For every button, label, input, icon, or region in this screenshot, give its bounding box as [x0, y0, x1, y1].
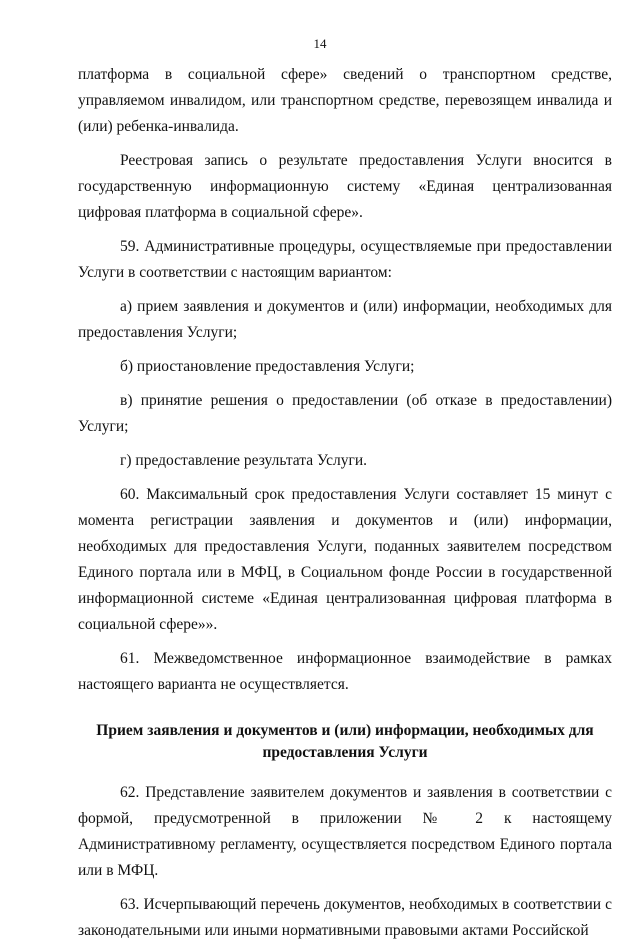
page-content	[78, 62, 612, 952]
paragraph-59: 59. Административные процедуры, осуществляемые при предоставлении Услуги в соответствии с настоящим вариантом:	[78, 238, 612, 281]
page-number: 14	[313, 36, 327, 51]
list-item-a: а) прием заявления и документов и (или) информации, необходимых для предоставления Услуги;	[78, 298, 612, 341]
paragraph-registry-entry: Реестровая запись о результате предоставления Услуги вносится в государственную информационную систему «Единая централизованная цифровая платформа в социальной сфере».	[78, 152, 612, 221]
list-item-v: в) принятие решения о предоставлении (об отказе в предоставлении) Услуги;	[78, 392, 612, 435]
section-heading	[78, 720, 612, 764]
section-heading-line-2: предоставления Услуги	[262, 744, 428, 761]
list-item-b: б) приостановление предоставления Услуги;	[120, 358, 415, 375]
paragraph-61: 61. Межведомственное информационное взаимодействие в рамках настоящего варианта не осуществляется.	[78, 650, 612, 693]
paragraph-60: 60. Максимальный срок предоставления Услуги составляет 15 минут с момента регистрации заявления и документов и (или) информации, необходимых для предоставления Услуги, поданных заявителем посредством Единого портала или в МФЦ, в Социальном фонде России в государственной информационной системе «Единая централизованная цифровая платформа в социальной сфере»».	[78, 486, 612, 633]
list-item-g: г) предоставление результата Услуги.	[120, 452, 367, 469]
paragraph-62: 62. Представление заявителем документов и заявления в соответствии с формой, предусмотренной в приложении № 2 к настоящему Административному регламенту, осуществляется посредством Единого портала или в МФЦ.	[78, 784, 612, 879]
paragraph-continuation: платформа в социальной сфере» сведений о транспортном средстве, управляемом инвалидом, или транспортном средстве, перевозящем инвалида и (или) ребенка-инвалида.	[78, 66, 612, 135]
section-heading-line-1: Прием заявления и документов и (или) информации, необходимых для	[96, 722, 594, 739]
paragraph-63: 63. Исчерпывающий перечень документов, необходимых в соответствии с законодательными или иными нормативными правовыми актами Российской	[78, 896, 612, 939]
